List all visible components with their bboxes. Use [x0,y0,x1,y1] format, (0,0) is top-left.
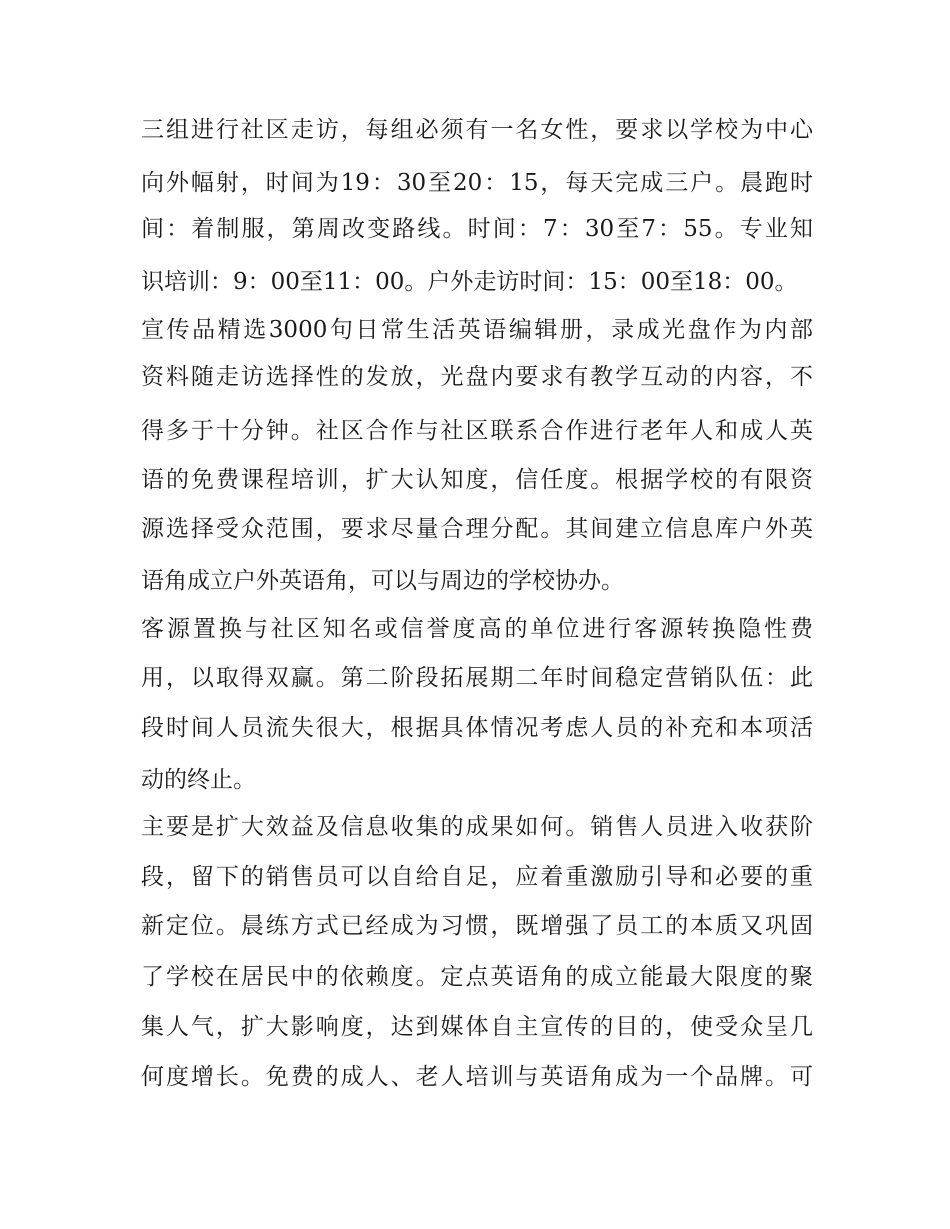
text-line: 间：着制服，第周改变路线。时间：7：30至7：55。专业知 [141,216,813,242]
text-line: 何度增长。免费的成人、老人培训与英语角成为一个品牌。可 [141,1064,813,1090]
text-line: 动的终止。 [141,767,256,793]
text-line: 段时间人员流失很大，根据具体情况考虑人员的补充和本项活 [141,715,813,741]
text-line: 语的免费课程培训，扩大认知度，信任度。根据学校的有限资 [141,467,813,493]
text-line: 得多于十分钟。社区合作与社区联系合作进行老年人和成人英 [141,418,813,444]
text-line: 向外幅射，时间为19：30至20：15，每天完成三户。晨跑时 [141,170,813,196]
text-line: 语角成立户外英语角，可以与周边的学校协办。 [141,568,624,594]
text-line: 源选择受众范围，要求尽量合理分配。其间建立信息库户外英 [141,516,813,542]
text-line: 识培训：9：00至11：00。户外走访时间：15：00至18：00。 [141,269,798,295]
text-line: 三组进行社区走访，每组必须有一名女性，要求以学校为中心 [141,117,813,143]
text-line: 段，留下的销售员可以自给自足，应着重激励引导和必要的重 [141,864,813,890]
text-line: 客源置换与社区知名或信誉度高的单位进行客源转换隐性费 [141,616,813,642]
text-line: 集人气，扩大影响度，达到媒体自主宣传的目的，使受众呈几 [141,1014,813,1040]
text-line: 新定位。晨练方式已经成为习惯，既增强了员工的本质又巩固 [141,913,813,939]
text-line: 了学校在居民中的依赖度。定点英语角的成立能最大限度的聚 [141,964,813,990]
text-line: 用，以取得双赢。第二阶段拓展期二年时间稳定营销队伍：此 [141,665,813,691]
text-line: 资料随走访选择性的发放，光盘内要求有教学互动的内容，不 [141,364,813,390]
text-line: 主要是扩大效益及信息收集的成果如何。销售人员进入收获阶 [141,814,813,840]
text-line: 宣传品精选3000句日常生活英语编辑册，录成光盘作为内部 [141,317,813,343]
